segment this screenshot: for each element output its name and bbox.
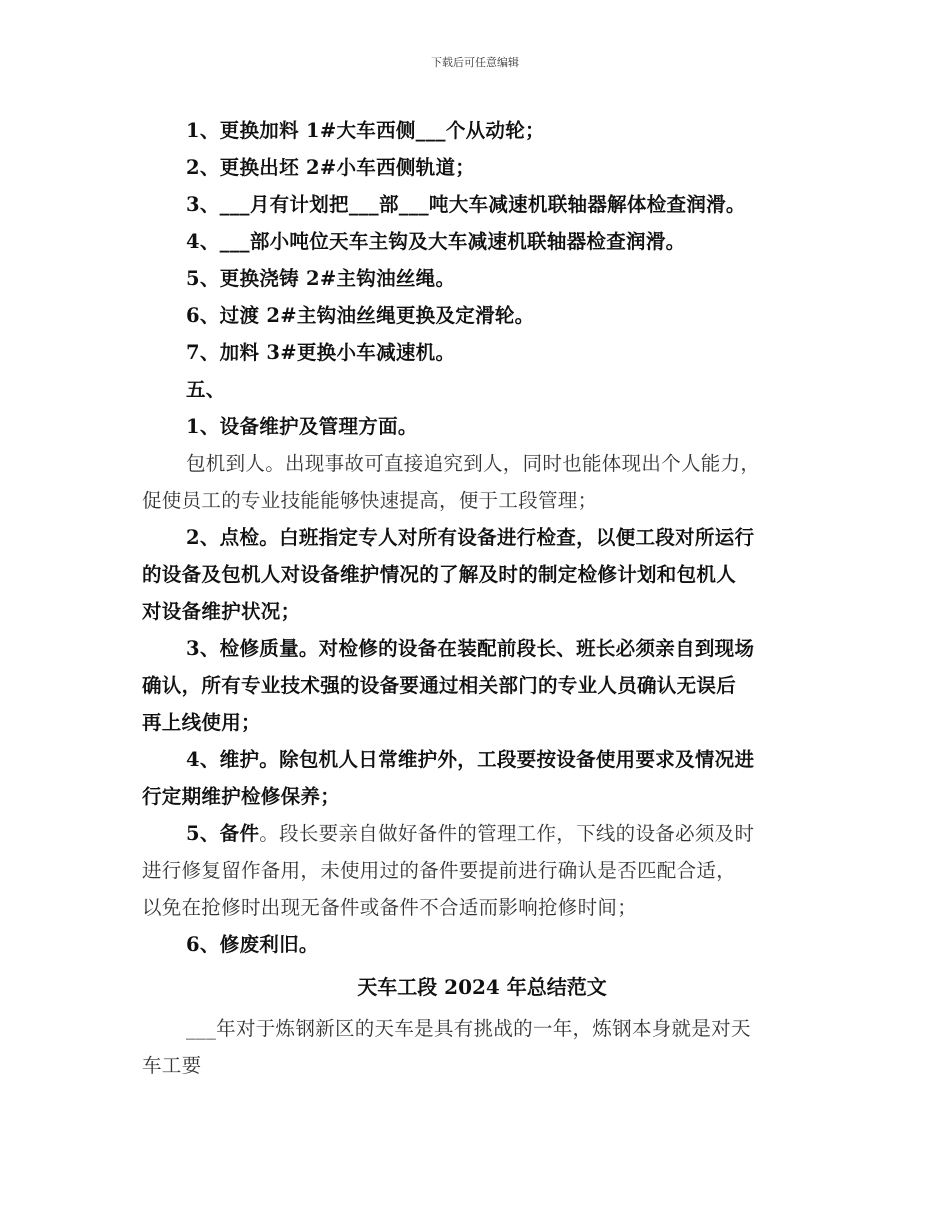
paragraph-line: 6、修废利旧。	[186, 933, 319, 956]
list-item: 2、更换出坯 2#小车西侧轨道；	[186, 156, 476, 179]
paragraph-line: 车工要	[142, 1054, 202, 1077]
paragraph-line: 包机到人。出现事故可直接追究到人，同时也能体现出个人能力，	[186, 452, 761, 475]
list-item: 4、___部小吨位天车主钩及大车减速机联轴器检查润滑。	[186, 230, 686, 253]
item-text: 。段长要亲自做好备件的管理工作，下线的设备必须及时	[259, 822, 755, 845]
document-body	[142, 112, 822, 1084]
list-item: 6、过渡 2#主钩油丝绳更换及定滑轮。	[186, 304, 535, 327]
paragraph-line: 对设备维护状况；	[142, 600, 301, 623]
paragraph-line: 的设备及包机人对设备维护情况的了解及时的制定检修计划和包机人	[142, 563, 737, 586]
paragraph-line: 行定期维护检修保养；	[142, 785, 341, 808]
subsection-heading: 1、设备维护及管理方面。	[186, 415, 418, 438]
page-header: 下载后可任意编辑	[431, 56, 519, 69]
paragraph-line: 4、维护。除包机人日常维护外，工段要按设备使用要求及情况进	[186, 748, 755, 771]
list-item: 7、加料 3#更换小车减速机。	[186, 341, 456, 364]
paragraph-line: 确认，所有专业技术强的设备要通过相关部门的专业人员确认无误后	[142, 674, 737, 697]
paragraph-line: ___年对于炼钢新区的天车是具有挑战的一年，炼钢本身就是对天	[186, 1017, 751, 1040]
list-item: 5、更换浇铸 2#主钩油丝绳。	[186, 267, 456, 290]
paragraph-line	[142, 815, 822, 852]
paragraph-line: 再上线使用；	[142, 711, 261, 734]
list-item: 3、___月有计划把___部___吨大车减速机联轴器解体检查润滑。	[186, 193, 746, 216]
paragraph-line: 以免在抢修时出现无备件或备件不合适而影响抢修时间；	[142, 896, 638, 919]
paragraph-line: 3、检修质量。对检修的设备在装配前段长、班长必须亲自到现场	[186, 637, 755, 660]
list-item: 1、更换加料 1#大车西侧___个从动轮；	[186, 119, 545, 142]
paragraph-line: 促使员工的专业技能能够快速提高，便于工段管理；	[142, 489, 598, 512]
section-heading: 五、	[186, 378, 226, 401]
paragraph-line: 进行修复留作备用，未使用过的备件要提前进行确认是否匹配合适，	[142, 859, 737, 882]
item-label: 5、备件	[186, 822, 260, 845]
document-title: 天车工段 2024 年总结范文	[357, 975, 607, 999]
paragraph-line: 2、点检。白班指定专人对所有设备进行检查，以便工段对所运行	[186, 526, 755, 549]
